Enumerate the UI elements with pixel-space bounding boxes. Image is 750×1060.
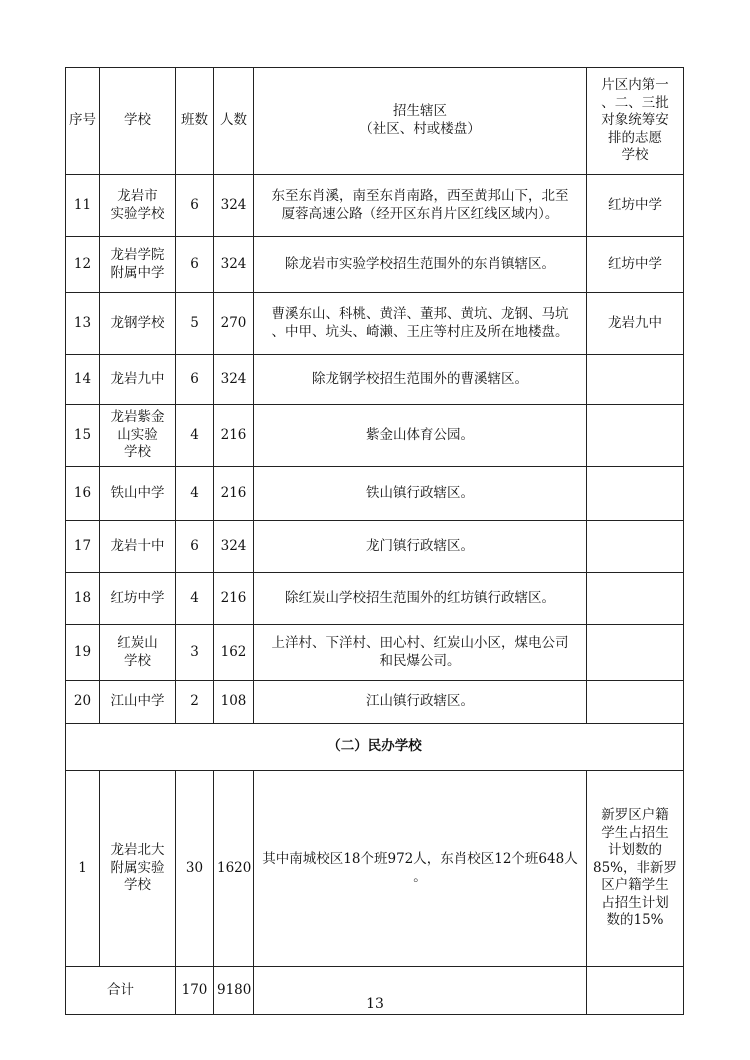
- row-classes: 6: [176, 521, 214, 573]
- row-area-line: 除龙钢学校招生范围外的曹溪辖区。: [312, 370, 528, 387]
- row-seq: 15: [66, 405, 100, 467]
- row-seq: 18: [66, 573, 100, 625]
- table-row: [66, 625, 684, 681]
- table-row: [66, 405, 684, 467]
- header-students: 人数: [214, 68, 254, 175]
- table-row: [66, 467, 684, 521]
- row-overflow-school: [587, 681, 684, 724]
- enrollment-table: [65, 67, 684, 1015]
- table-row: [66, 237, 684, 293]
- private-area: [254, 771, 587, 967]
- row-school-line: 山实验: [117, 426, 158, 443]
- header-overflow-line2: 、二、三批: [601, 94, 669, 111]
- header-overflow-line5: 学校: [621, 147, 649, 164]
- row-students: 270: [214, 293, 254, 355]
- row-classes: 4: [176, 573, 214, 625]
- row-school-line: 红坊中学: [110, 589, 165, 606]
- row-students: 324: [214, 175, 254, 237]
- row-area: [254, 293, 587, 355]
- row-students: 216: [214, 573, 254, 625]
- row-school: [100, 237, 176, 293]
- row-area-line: 龙门镇行政辖区。: [366, 537, 474, 554]
- table-row: [66, 355, 684, 405]
- row-classes: 6: [176, 175, 214, 237]
- private-overflow-line: 数的15%: [606, 912, 664, 929]
- row-area-line: 除红炭山学校招生范围外的红坊镇行政辖区。: [285, 589, 555, 606]
- row-school: [100, 573, 176, 625]
- private-overflow: [587, 771, 684, 967]
- row-students: 324: [214, 355, 254, 405]
- row-classes: 6: [176, 355, 214, 405]
- header-area-line2: （社区、村或楼盘）: [359, 121, 481, 137]
- row-area: [254, 681, 587, 724]
- table-row: [66, 521, 684, 573]
- total-classes: 170: [176, 967, 214, 1015]
- header-overflow-line1: 片区内第一: [601, 77, 669, 94]
- row-seq: 12: [66, 237, 100, 293]
- row-students: 108: [214, 681, 254, 724]
- row-area: [254, 175, 587, 237]
- table-row: [66, 175, 684, 237]
- private-school-line: 龙岩北大: [110, 842, 165, 859]
- row-school: [100, 355, 176, 405]
- private-overflow-line: 新罗区户籍: [601, 807, 669, 824]
- private-overflow-line: 85%，非新罗: [592, 859, 677, 876]
- private-overflow-line: 占招生计划: [601, 894, 669, 911]
- row-area-line: 铁山镇行政辖区。: [366, 484, 474, 501]
- total-label: 合计: [66, 967, 176, 1015]
- row-seq: 20: [66, 681, 100, 724]
- row-area-line: 、中甲、坑头、崎濑、王庄等村庄及所在地楼盘。: [271, 323, 569, 340]
- private-school-line: 学校: [124, 877, 151, 894]
- row-school-line: 江山中学: [110, 693, 165, 710]
- private-overflow-line: 区户籍学生: [601, 877, 669, 894]
- row-area-line: 和民爆公司。: [379, 652, 461, 669]
- row-overflow-school: [587, 521, 684, 573]
- table-row: [66, 681, 684, 724]
- row-school: [100, 681, 176, 724]
- header-area-line1: 招生辖区: [393, 103, 447, 120]
- row-area: [254, 237, 587, 293]
- row-school: [100, 405, 176, 467]
- row-overflow-school: [587, 467, 684, 521]
- total-students: 9180: [214, 967, 254, 1015]
- row-students: 324: [214, 521, 254, 573]
- row-school-line: 红炭山: [117, 634, 158, 651]
- header-school: 学校: [100, 68, 176, 175]
- row-school-line: 实验学校: [110, 205, 165, 222]
- row-school-line: 龙岩学院: [110, 246, 165, 263]
- row-classes: 4: [176, 467, 214, 521]
- row-area: [254, 467, 587, 521]
- row-school: [100, 175, 176, 237]
- row-students: 324: [214, 237, 254, 293]
- private-overflow-line: 学生占招生: [601, 824, 669, 841]
- row-seq: 13: [66, 293, 100, 355]
- table-row: [66, 573, 684, 625]
- row-seq: 16: [66, 467, 100, 521]
- row-overflow-school: 红坊中学: [587, 175, 684, 237]
- row-seq: 17: [66, 521, 100, 573]
- header-overflow: [587, 68, 684, 175]
- private-seq: 1: [66, 771, 100, 967]
- row-area-line: 紫金山体育公园。: [366, 426, 474, 443]
- private-students: 1620: [214, 771, 254, 967]
- row-school-line: 龙岩市: [117, 187, 158, 204]
- row-overflow-school: [587, 405, 684, 467]
- section-row: [66, 724, 684, 771]
- header-overflow-line3: 对象统筹安: [601, 112, 669, 129]
- row-school-line: 龙岩十中: [110, 537, 165, 554]
- row-school: [100, 293, 176, 355]
- page-number: 13: [366, 996, 384, 1012]
- row-students: 216: [214, 405, 254, 467]
- private-area-line: 。: [413, 868, 427, 885]
- row-overflow-school: [587, 355, 684, 405]
- header-overflow-line4: 排的志愿: [608, 129, 662, 146]
- row-classes: 2: [176, 681, 214, 724]
- row-school: [100, 467, 176, 521]
- private-overflow-line: 计划数的: [608, 842, 662, 859]
- row-area: [254, 573, 587, 625]
- row-classes: 5: [176, 293, 214, 355]
- row-area: [254, 355, 587, 405]
- row-area-line: 厦蓉高速公路（经开区东肖片区红线区域内）。: [281, 205, 559, 222]
- private-classes: 30: [176, 771, 214, 967]
- row-area-line: 曹溪东山、科桃、黄洋、董邦、黄坑、龙钢、马坑: [271, 305, 569, 322]
- row-overflow-school: [587, 573, 684, 625]
- row-school-line: 龙钢学校: [110, 314, 165, 331]
- row-area-line: 东至东肖溪，南至东肖南路，西至黄邦山下，北至: [271, 187, 569, 204]
- row-classes: 6: [176, 237, 214, 293]
- row-classes: 4: [176, 405, 214, 467]
- row-students: 162: [214, 625, 254, 681]
- row-school-line: 龙岩紫金: [110, 409, 165, 426]
- row-school-line: 学校: [124, 652, 151, 669]
- row-area: [254, 405, 587, 467]
- header-seq: 序号: [66, 68, 100, 175]
- row-school-line: 龙岩九中: [110, 370, 165, 387]
- row-school: [100, 521, 176, 573]
- row-area-line: 除龙岩市实验学校招生范围外的东肖镇辖区。: [285, 255, 555, 272]
- row-classes: 3: [176, 625, 214, 681]
- section-private-title: （二）民办学校: [66, 724, 684, 771]
- table-row: [66, 293, 684, 355]
- private-area-line: 其中南城校区18个班972人，东肖校区12个班648人: [262, 850, 578, 867]
- header-classes: 班数: [176, 68, 214, 175]
- row-overflow-school: 红坊中学: [587, 237, 684, 293]
- row-school: [100, 625, 176, 681]
- row-area-line: 江山镇行政辖区。: [366, 693, 474, 710]
- row-seq: 19: [66, 625, 100, 681]
- row-overflow-school: [587, 625, 684, 681]
- row-students: 216: [214, 467, 254, 521]
- row-seq: 11: [66, 175, 100, 237]
- row-school-line: 学校: [124, 444, 151, 461]
- row-school-line: 铁山中学: [110, 484, 165, 501]
- row-overflow-school: 龙岩九中: [587, 293, 684, 355]
- private-school: [100, 771, 176, 967]
- row-area: [254, 521, 587, 573]
- public-school-rows: [66, 175, 684, 724]
- private-school-row: [66, 771, 684, 967]
- row-school-line: 附属中学: [110, 264, 165, 281]
- row-seq: 14: [66, 355, 100, 405]
- row-area: [254, 625, 587, 681]
- row-area-line: 上洋村、下洋村、田心村、红炭山小区，煤电公司: [271, 634, 569, 651]
- header-area: [254, 68, 587, 175]
- private-school-line: 附属实验: [110, 859, 165, 876]
- table-header-row: [66, 68, 684, 175]
